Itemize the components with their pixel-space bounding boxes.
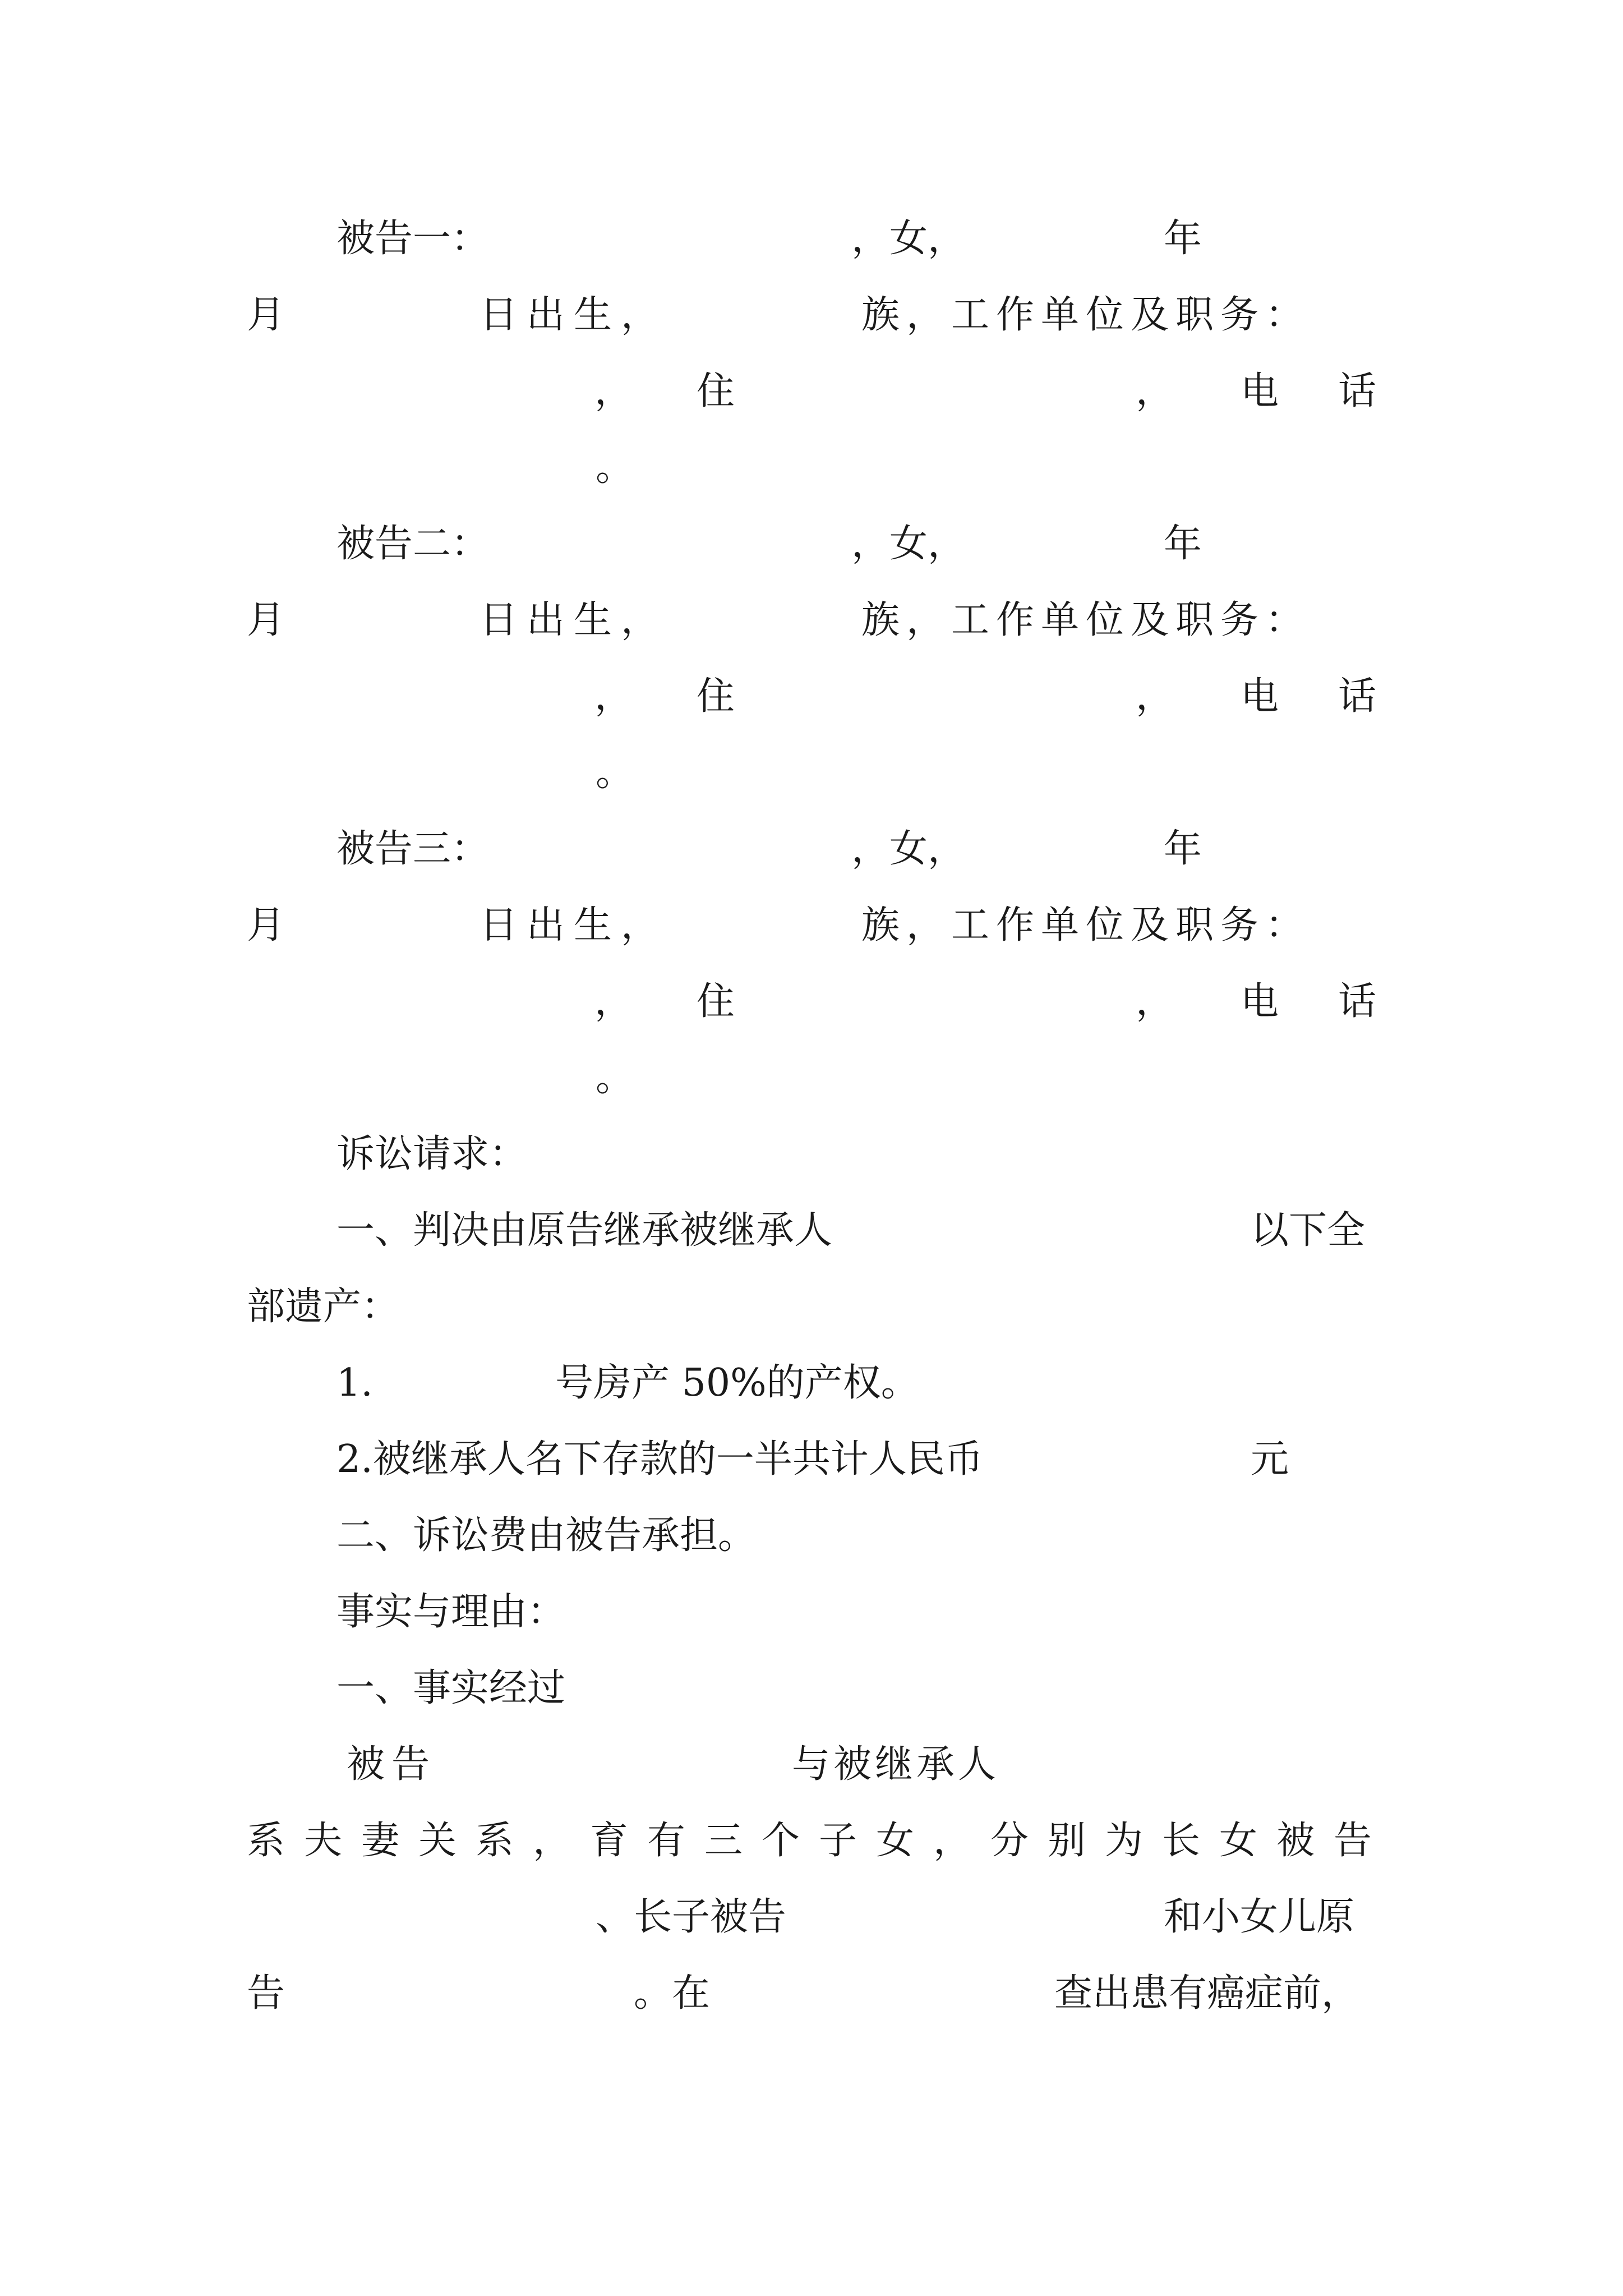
defendant-2-month: 月	[247, 598, 285, 642]
facts-line-4-b: 。在	[634, 1971, 711, 2016]
defendant-1-comma2: ，	[1136, 369, 1174, 413]
defendant-2-comma2: ，	[1136, 674, 1174, 719]
defendant-1-label: 被告一：	[336, 217, 490, 261]
defendant-2-address: 住	[697, 674, 735, 719]
claim-1-continuation: 部遗产：	[247, 1285, 400, 1329]
defendant-3-phone: 电话	[1241, 979, 1436, 1024]
claim-2-text: 二、诉讼费由被告承担。	[336, 1513, 757, 1558]
claim-1-sub-1-text: 号房产 50%的产权。	[555, 1361, 919, 1405]
facts-subheading: 一、事实经过	[336, 1666, 566, 1710]
defendant-2-label: 被告二：	[336, 522, 490, 566]
defendant-2-born: 日出生，	[479, 598, 668, 642]
claims-heading: 诉讼请求：	[336, 1132, 528, 1176]
facts-line-2: 系夫妻关系，育有三个子女，分别为长女被告	[247, 1819, 1391, 1863]
defendant-1-phone: 电话	[1241, 369, 1436, 413]
defendant-1-month: 月	[247, 293, 285, 337]
defendant-2-ethnic: 族，工作单位及职务：	[861, 598, 1311, 642]
facts-line-4-c: 查出患有癌症前，	[1054, 1971, 1360, 2016]
defendant-3-sex: ，女，	[851, 827, 966, 871]
defendant-2-phone: 电话	[1241, 674, 1436, 719]
defendant-3-month: 月	[247, 903, 285, 947]
facts-heading: 事实与理由：	[336, 1590, 566, 1634]
defendant-3-year: 年	[1164, 827, 1202, 871]
claim-1-tail: 以下全	[1251, 1208, 1366, 1253]
defendant-2-period: 。	[596, 751, 634, 795]
defendant-3-comma: ，	[594, 979, 633, 1024]
defendant-1-address: 住	[697, 369, 735, 413]
defendant-2-comma: ，	[594, 674, 633, 719]
defendant-2-sex: ，女，	[851, 522, 966, 566]
defendant-1-comma: ，	[594, 369, 633, 413]
defendant-1-born: 日出生，	[479, 293, 668, 337]
defendant-1-ethnic: 族，工作单位及职务：	[861, 293, 1311, 337]
defendant-3-address: 住	[697, 979, 735, 1024]
defendant-3-ethnic: 族，工作单位及职务：	[861, 903, 1311, 947]
facts-line-3-a: 、长子被告	[596, 1895, 787, 1939]
defendant-1-sex: ，女，	[851, 217, 966, 261]
claim-1-sub-2-text: 2.被继承人名下存款的一半共计人民币	[336, 1437, 983, 1481]
defendant-3-period: 。	[596, 1056, 634, 1100]
defendant-3-comma2: ，	[1136, 979, 1174, 1024]
defendant-1-period: 。	[596, 445, 634, 490]
claim-1-sub-1-number: 1.	[336, 1361, 373, 1405]
facts-line-3-b: 和小女儿原	[1164, 1895, 1355, 1939]
facts-line-1-a: 被告	[347, 1742, 437, 1787]
defendant-2-year: 年	[1164, 522, 1202, 566]
defendant-3-label: 被告三：	[336, 827, 490, 871]
defendant-1-year: 年	[1164, 217, 1202, 261]
claim-1-sub-2-unit: 元	[1251, 1437, 1289, 1481]
facts-line-4-a: 告	[247, 1971, 285, 2016]
defendant-3-born: 日出生，	[479, 903, 668, 947]
facts-line-1-b: 与被继承人	[792, 1742, 1000, 1787]
claim-1-text: 一、判决由原告继承被继承人	[336, 1208, 833, 1253]
